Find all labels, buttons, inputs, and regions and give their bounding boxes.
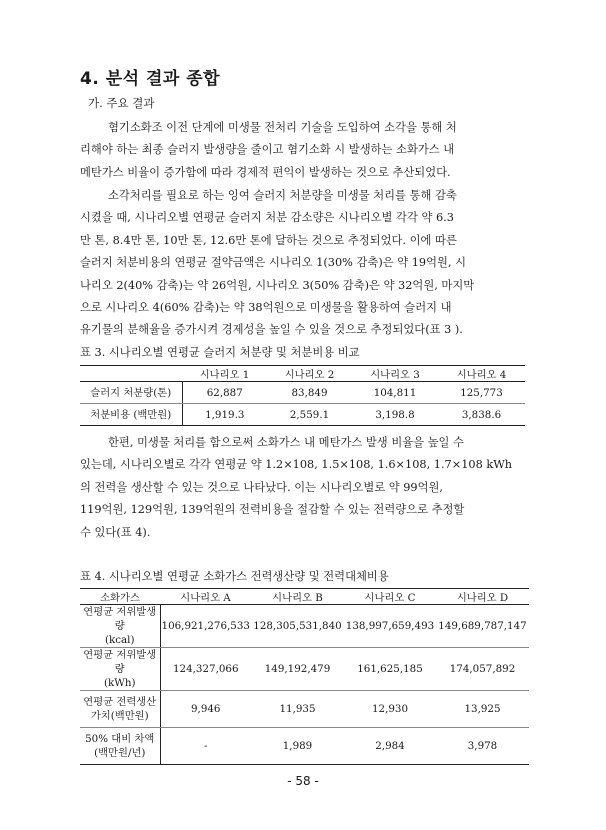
table-header-row [80, 589, 529, 605]
row-label-unit: (백만원/년) [94, 747, 146, 759]
table-cell: - [160, 728, 251, 765]
table-row [80, 404, 525, 426]
table-3 [80, 365, 525, 426]
table-cell: 11,935 [251, 691, 344, 728]
table-row [80, 605, 529, 648]
table-4-caption: 표 4. 시나리오별 연평균 소화가스 전력생산량 및 전력대체비용 [80, 570, 389, 583]
table-cell: 2,984 [344, 728, 436, 765]
paragraph-line: 소각처리를 필요로 하는 잉여 슬러지 처분량을 미생물 처리를 통해 감축 [108, 189, 457, 202]
table-cell: 124,327,066 [160, 648, 251, 691]
table-header-cell: 소화가스 [80, 589, 160, 605]
paragraph-line: 만 톤, 8.4만 톤, 10만 톤, 12.6만 톤에 달하는 것으로 추정되었다. 이에 따른 [80, 233, 457, 247]
row-label-line: 50% 대비 차액 [85, 733, 155, 745]
table-header-cell: 시나리오 D [436, 589, 529, 605]
row-label-line: 연평균 저위발생량 [83, 606, 157, 632]
paragraph-line: 으로 시나리오 4(60% 감축)는 약 38억원으로 미생물을 활용하여 슬러지 내 [80, 301, 452, 315]
table-cell: 1,989 [251, 728, 344, 765]
page-number: - 58 - [287, 774, 319, 788]
table-header-cell: 시나리오 2 [267, 366, 352, 382]
paragraph-line: 수 있다(표 4). [80, 525, 151, 539]
paragraph-line: 시켰을 때, 시나리오별 연평균 슬러지 처분 감소량은 시나리오별 각각 약 6.3 [80, 211, 454, 225]
table-cell: 149,689,787,147 [436, 605, 529, 648]
table-header-cell: 시나리오 3 [352, 366, 438, 382]
table-row [80, 728, 529, 765]
table-cell: 13,925 [436, 691, 529, 728]
paragraph-1 [80, 117, 529, 184]
row-label-line: 연평균 전력생산 [83, 696, 157, 708]
table-cell: 104,811 [352, 382, 438, 404]
paragraph-line: 슬러지 처분비용의 연평균 절약금액은 시나리오 1(30% 감축)은 약 19억원, 시 [80, 256, 467, 270]
subsection-heading: 가. 주요 결과 [88, 96, 155, 110]
row-label-unit: 가치(백만원) [90, 710, 149, 722]
table-4 [80, 588, 529, 765]
paragraph-line: 있는데, 시나리오별로 각각 연평균 약 1.2×108, 1.5×108, 1.6×108, 1.7×108 kWh [80, 458, 513, 472]
table-cell: 125,773 [438, 382, 525, 404]
paragraph-line: 의 전력을 생산할 수 있는 것으로 나타났다. 이는 시나리오별로 약 99억원, [80, 480, 444, 494]
paragraph-2 [80, 185, 529, 342]
table-cell: 3,978 [436, 728, 529, 765]
table-row [80, 648, 529, 691]
table-cell: 2,559.1 [267, 404, 352, 426]
paragraph-line: 한편, 미생물 처리를 함으로써 소화가스 내 메탄가스 발생 비율을 높일 수 [108, 436, 464, 449]
paragraph-line: 혐기소화조 이전 단계에 미생물 전처리 기술을 도입하여 소각을 통해 처 [108, 121, 457, 134]
row-label: 처분비용 (백만원) [80, 404, 182, 426]
table-header-row [80, 366, 525, 382]
table-row [80, 382, 525, 404]
table-cell: 106,921,276,533 [160, 605, 251, 648]
table-cell: 83,849 [267, 382, 352, 404]
table-cell: 128,305,531,840 [251, 605, 344, 648]
paragraph-line: 유기물의 분해율을 증가시켜 경제성을 높일 수 있을 것으로 추정되었다(표 3 ). [80, 323, 463, 337]
table-cell: 9,946 [160, 691, 251, 728]
paragraph-line: 나리오 2(40% 감축)는 약 26억원, 시나리오 3(50% 감축)은 약 32억원, 마지막 [80, 278, 475, 292]
table-cell: 3,198.8 [352, 404, 438, 426]
table-header-cell: 시나리오 B [251, 589, 344, 605]
table-cell: 1,919.3 [182, 404, 267, 426]
table-header-cell: 시나리오 1 [182, 366, 267, 382]
paragraph-line: 메탄가스 비율이 증가함에 따라 경제적 편익이 발생하는 것으로 추산되었다. [80, 165, 451, 179]
table-header-cell: 시나리오 C [344, 589, 436, 605]
table-cell: 161,625,185 [344, 648, 436, 691]
row-label: 슬러지 처분량(톤) [80, 382, 182, 404]
table-3-caption: 표 3. 시나리오별 연평균 슬러지 처분량 및 처분비용 비교 [80, 346, 360, 359]
table-cell: 62,887 [182, 382, 267, 404]
row-label [80, 728, 160, 765]
row-label-unit: (kWh) [104, 677, 136, 689]
table-cell: 12,930 [344, 691, 436, 728]
row-label [80, 605, 160, 648]
paragraph-line: 119억원, 129억원, 139억원의 전력비용을 절감할 수 있는 전력량으로 추정할 [80, 503, 465, 517]
paragraph-line: 리해야 하는 최종 슬러지 발생량을 줄이고 혐기소화 시 발생하는 소화가스 내 [80, 143, 455, 157]
row-label-line: 연평균 저위발생량 [83, 649, 157, 675]
table-header-cell [80, 366, 182, 382]
table-cell: 149,192,479 [251, 648, 344, 691]
table-header-cell: 시나리오 A [160, 589, 251, 605]
table-cell: 138,997,659,493 [344, 605, 436, 648]
table-cell: 3,838.6 [438, 404, 525, 426]
row-label [80, 691, 160, 728]
table-header-cell: 시나리오 4 [438, 366, 525, 382]
row-label [80, 648, 160, 691]
table-cell: 174,057,892 [436, 648, 529, 691]
section-heading: 4. 분석 결과 종합 [80, 69, 221, 89]
row-label-unit: (kcal) [105, 634, 135, 646]
paragraph-3 [80, 432, 529, 544]
table-row [80, 691, 529, 728]
